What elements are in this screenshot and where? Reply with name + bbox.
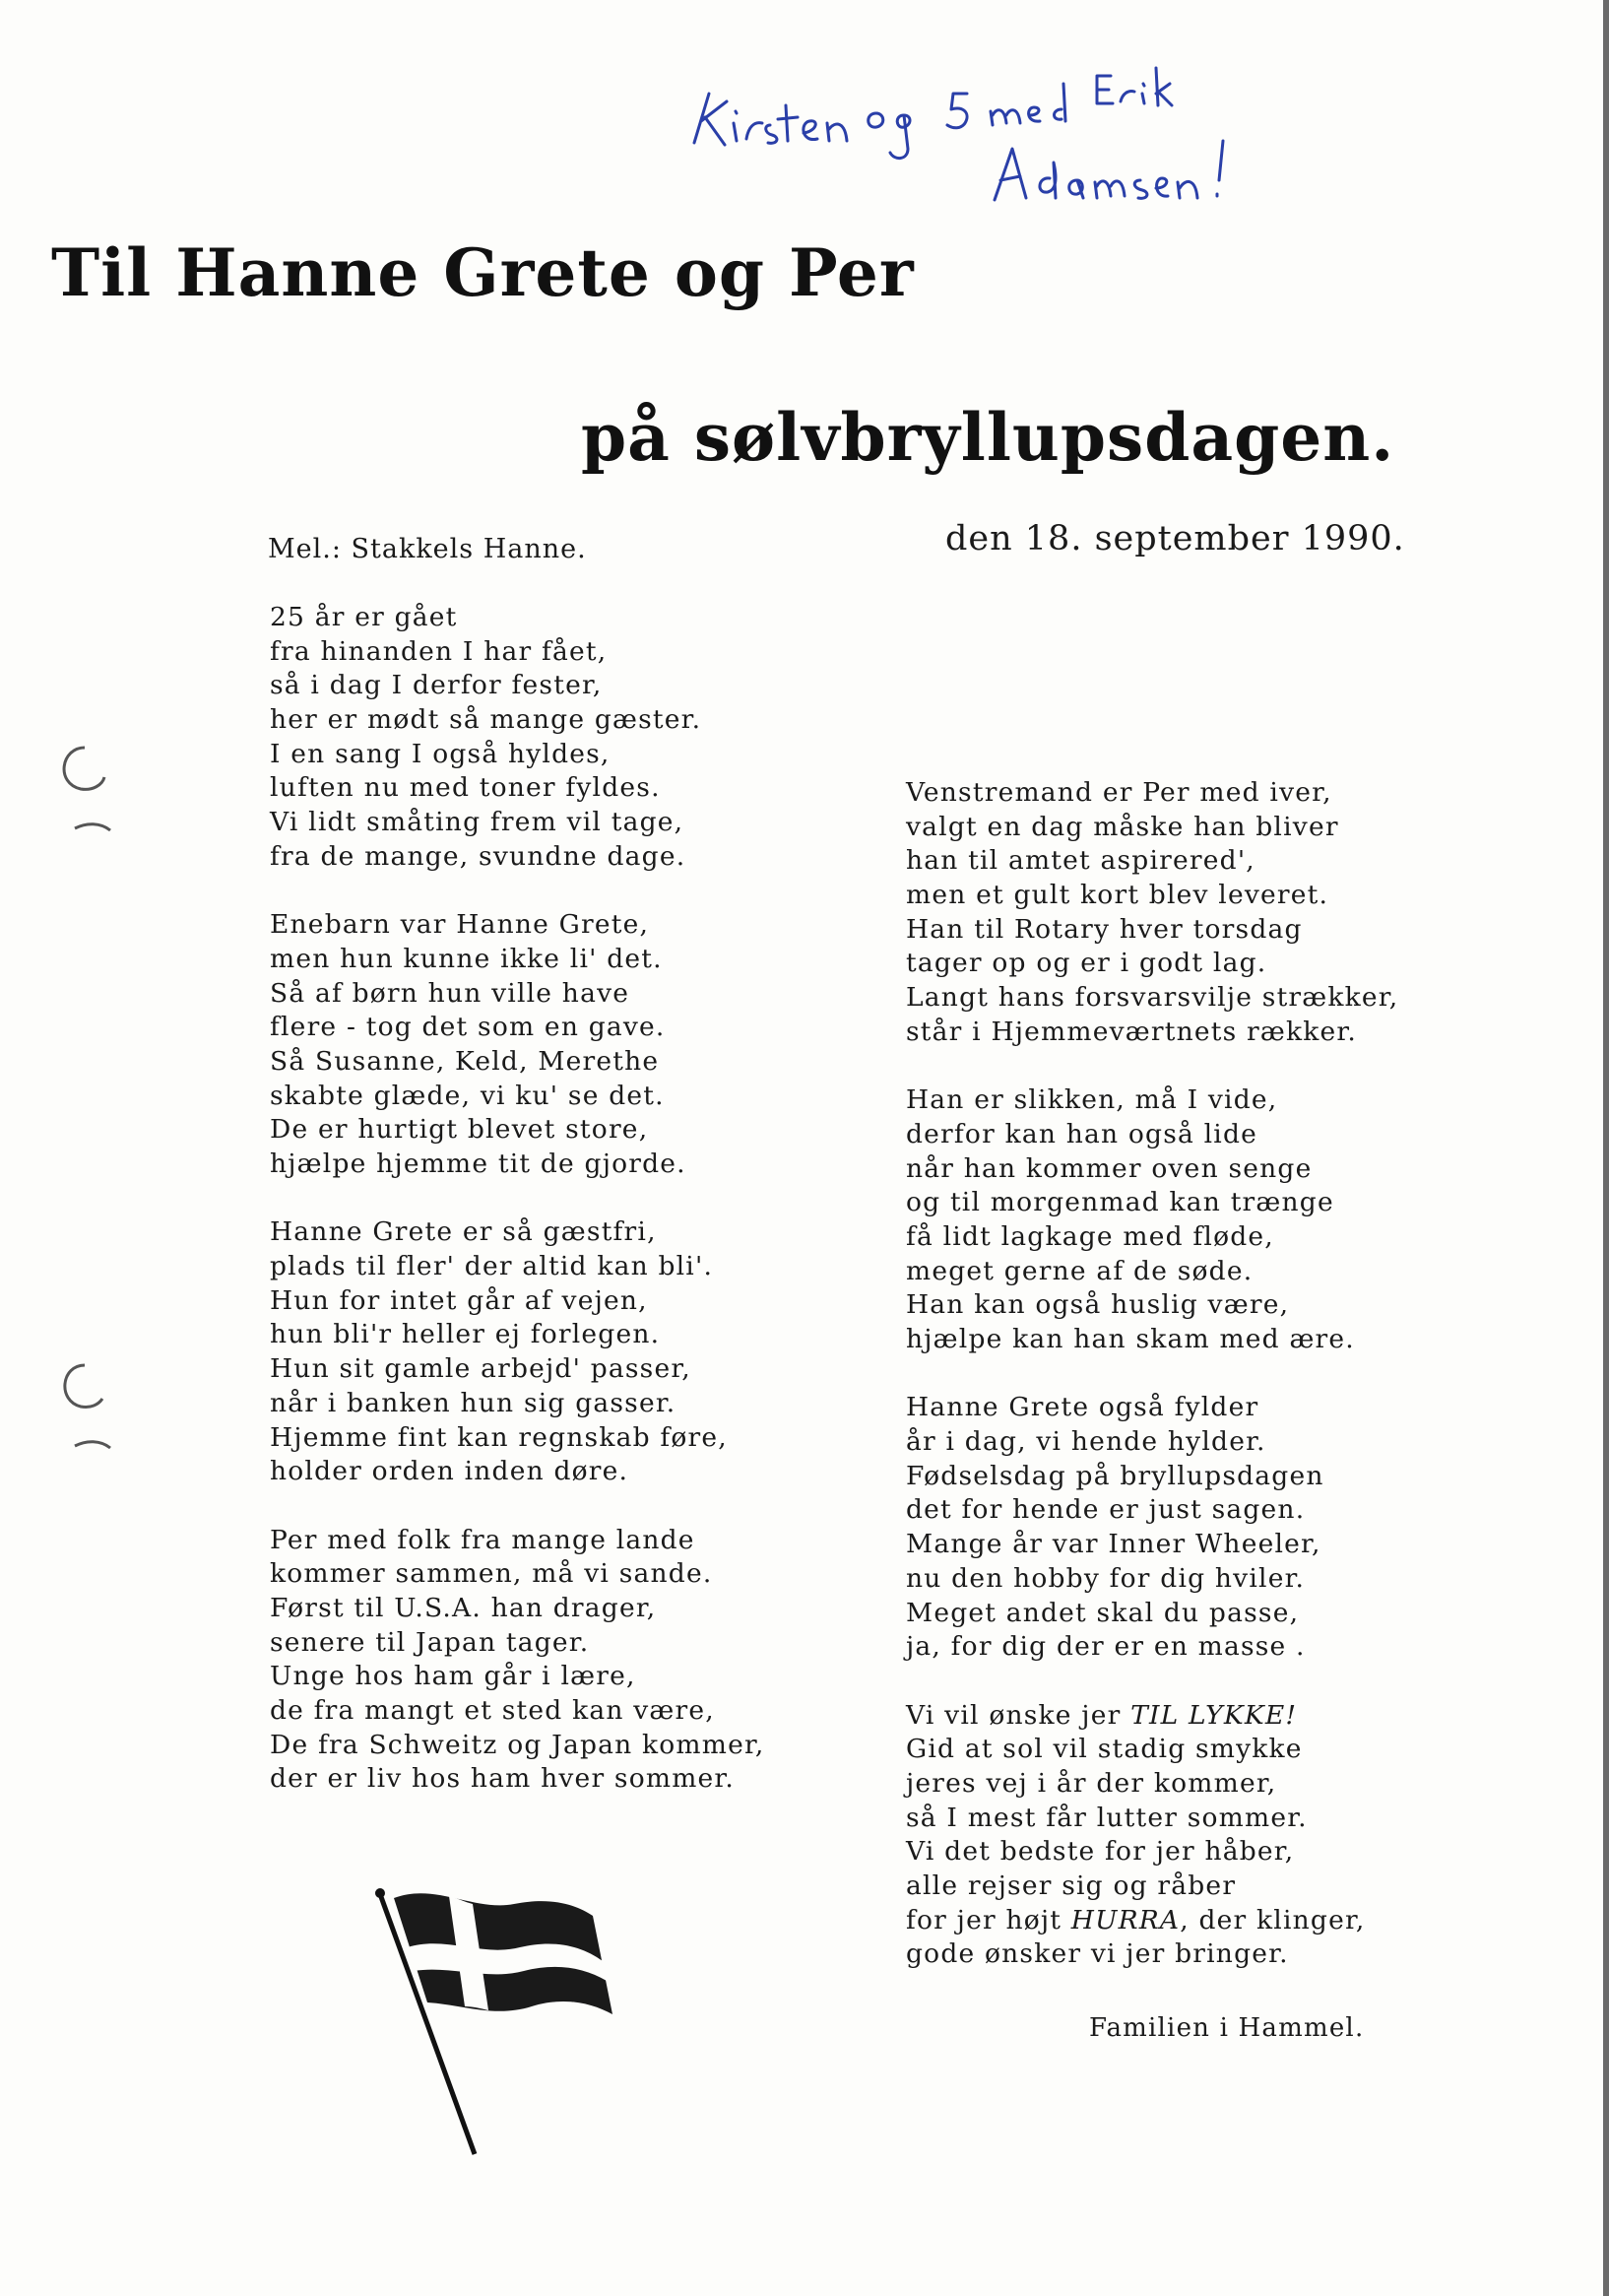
verse-line: så I mest får lutter sommer.: [906, 1802, 1308, 1833]
verse-line: Han til Rotary hver torsdag: [906, 913, 1303, 945]
title-line-2: på sølvbryllupsdagen.: [581, 399, 1395, 476]
verse-line: Hanne Grete også fylder: [906, 1392, 1259, 1423]
verse-line: meget gerne af de søde.: [906, 1255, 1254, 1286]
binder-hole-mark: [41, 734, 120, 882]
verse-line: når i banken hun sig gasser.: [270, 1387, 676, 1418]
verse-line: Meget andet skal du passe,: [906, 1597, 1300, 1628]
verse-line: tager op og er i godt lag.: [906, 948, 1267, 979]
verse-line: gode ønsker vi jer bringer.: [906, 1938, 1289, 1970]
verse-line: Enebarn var Hanne Grete,: [270, 909, 650, 941]
verse-line: flere - tog det som en gave.: [270, 1012, 666, 1043]
stanza: [906, 1699, 1398, 1973]
stanza: [906, 776, 1398, 1050]
signature: Familien i Hammel.: [1089, 2013, 1365, 2043]
stanza: [270, 1215, 765, 1489]
verse-line: Han er slikken, må I vide,: [906, 1084, 1278, 1116]
verse-line: holder orden inden døre.: [270, 1456, 629, 1487]
verse-line: Fødselsdag på bryllupsdagen: [906, 1460, 1324, 1491]
verse-line: her er mødt så mange gæster.: [270, 704, 702, 736]
verse-line: de fra mangt et sted kan være,: [270, 1695, 715, 1726]
right-column-verses: [906, 776, 1398, 2006]
verse-line: Hanne Grete er så gæstfri,: [270, 1216, 657, 1248]
verse-line: kommer sammen, må vi sande.: [270, 1558, 713, 1590]
verse-line: det for hende er just sagen.: [906, 1494, 1306, 1526]
verse-line: Langt hans forsvarsvilje strækker,: [906, 982, 1399, 1014]
verse-line: og til morgenmad kan trænge: [906, 1187, 1334, 1218]
verse-line: fra de mange, svundne dage.: [270, 840, 686, 872]
verse-line: Venstremand er Per med iver,: [906, 777, 1332, 808]
handwritten-note-drawing: [679, 54, 1428, 212]
verse-line: jeres vej i år der kommer,: [906, 1767, 1277, 1799]
verse-line: derfor kan han også lide: [906, 1118, 1258, 1149]
verse-line: alle rejser sig og råber: [906, 1870, 1237, 1901]
binder-hole-mark: [41, 1351, 120, 1499]
verse-line: plads til fler' der altid kan bli'.: [270, 1251, 714, 1282]
verse-line: men et gult kort blev leveret.: [906, 880, 1329, 911]
verse-line: 25 år er gået: [270, 602, 458, 632]
verse-line: hjælpe kan han skam med ære.: [906, 1324, 1355, 1354]
stanza: [270, 1524, 765, 1798]
verse-line: der er liv hos ham hver sommer.: [270, 1763, 736, 1795]
verse-line: fra hinanden I har fået,: [270, 635, 608, 667]
emphasis: HURRA: [1070, 1904, 1181, 1935]
title-line-1: Til Hanne Grete og Per: [51, 234, 915, 311]
verse-line: Han kan også huslig være,: [906, 1289, 1290, 1321]
emphasis: TIL LYKKE!: [1130, 1699, 1298, 1731]
verse-line: skabte glæde, vi ku' se det.: [270, 1080, 665, 1111]
verse-line: for jer højt HURRA, der klinger,: [906, 1904, 1366, 1935]
verse-line: Først til U.S.A. han drager,: [270, 1592, 657, 1623]
verse-line: år i dag, vi hende hylder.: [906, 1426, 1266, 1458]
verse-line: senere til Japan tager.: [270, 1626, 590, 1658]
verse-line: når han kommer oven senge: [906, 1152, 1313, 1184]
verse-line: hjælpe hjemme tit de gjorde.: [270, 1148, 686, 1179]
verse-line: Vi lidt småting frem vil tage,: [270, 807, 684, 838]
verse-line: Hun for intet går af vejen,: [270, 1284, 648, 1316]
verse-line: Unge hos ham går i lære,: [270, 1661, 636, 1692]
verse-line: Gid at sol vil stadig smykke: [906, 1734, 1303, 1765]
verse-line: Hjemme fint kan regnskab føre,: [270, 1421, 728, 1453]
verse-line: Så af børn hun ville have: [270, 977, 630, 1009]
verse-line: Vi det bedste for jer håber,: [906, 1836, 1295, 1868]
scan-edge: [1603, 0, 1609, 2296]
verse-line: han til amtet aspirered',: [906, 845, 1255, 877]
verse-line: valgt en dag måske han bliver: [906, 811, 1339, 842]
verse-line: nu den hobby for dig hviler.: [906, 1562, 1306, 1594]
verse-line: hun bli'r heller ej forlegen.: [270, 1319, 661, 1350]
verse-line: I en sang I også hyldes,: [270, 738, 611, 769]
date-line: den 18. september 1990.: [945, 519, 1405, 558]
stanza: [906, 1083, 1398, 1357]
stanza: [270, 908, 765, 1182]
melody-note: Mel.: Stakkels Hanne.: [268, 534, 587, 564]
verse-line: så i dag I derfor fester,: [270, 670, 603, 701]
danish-flag-illustration: [366, 1876, 622, 2162]
stanza: [906, 1391, 1398, 1665]
verse-line: ja, for dig der er en masse .: [906, 1631, 1306, 1663]
verse-line: Hun sit gamle arbejd' passer,: [270, 1353, 691, 1385]
verse-line: få lidt lagkage med fløde,: [906, 1220, 1274, 1252]
verse-line: står i Hjemmeværtnets rækker.: [906, 1016, 1357, 1047]
verse-line: De er hurtigt blevet store,: [270, 1114, 649, 1146]
verse-line: Så Susanne, Keld, Merethe: [270, 1045, 660, 1077]
handwritten-note: [679, 54, 1428, 212]
verse-line: Mange år var Inner Wheeler,: [906, 1529, 1321, 1560]
verse-line: Per med folk fra mange lande: [270, 1524, 695, 1555]
left-column-verses: [270, 601, 765, 1831]
verse-line: men hun kunne ikke li' det.: [270, 943, 663, 974]
verse-line: luften nu med toner fyldes.: [270, 772, 661, 804]
verse-line: Vi vil ønske jer TIL LYKKE!: [906, 1699, 1298, 1731]
stanza: [270, 601, 765, 875]
verse-line: De fra Schweitz og Japan kommer,: [270, 1729, 765, 1760]
